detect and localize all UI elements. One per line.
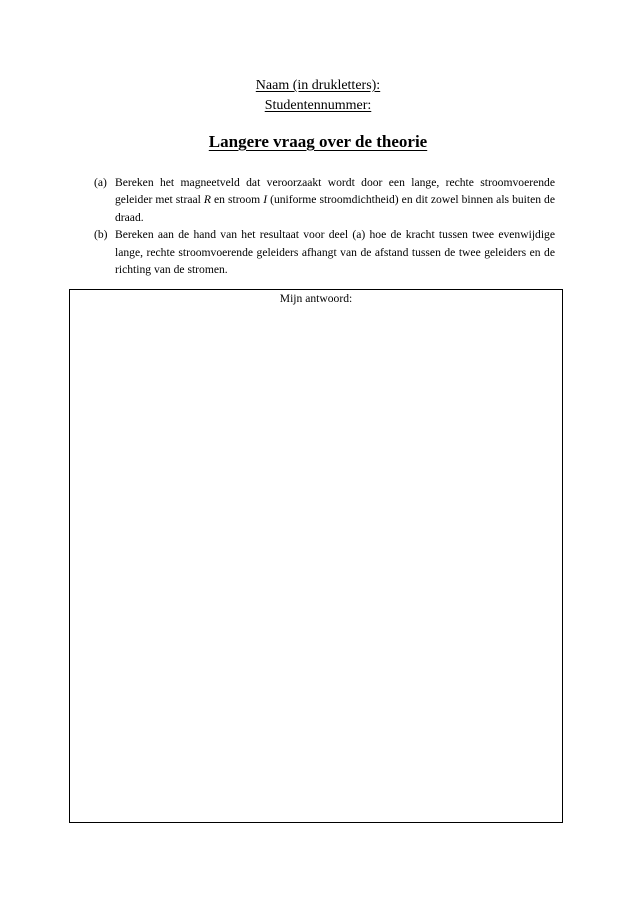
question-item-b bbox=[94, 226, 555, 278]
question-marker-a: (a) bbox=[94, 176, 107, 189]
question-text-a-part1: Bereken het magneetveld dat veroorzaakt wordt door een lange, rechte stroomvoerende geleider met straal bbox=[115, 176, 555, 207]
variable-i: I bbox=[263, 193, 268, 207]
answer-box[interactable] bbox=[69, 289, 563, 823]
header-fields bbox=[0, 76, 636, 116]
question-item-a bbox=[94, 174, 555, 226]
question-text-a-part2: en stroom bbox=[210, 193, 264, 207]
name-field[interactable]: Naam (in drukletters): bbox=[255, 78, 381, 93]
variable-r: R bbox=[203, 193, 211, 207]
question-list bbox=[94, 174, 555, 278]
answer-label: Mijn antwoord: bbox=[279, 292, 353, 305]
question-text-b: Bereken aan de hand van het resultaat voor deel (a) hoe de kracht tussen twee evenwijdige lange, rechte stroomvoerende geleiders afhangt van de afstand tussen de twee geleiders en de richting van de stromen. bbox=[115, 228, 555, 277]
question-text-a-part3: (uniforme stroomdichtheid) en dit zowel binnen als buiten de draad. bbox=[115, 193, 556, 224]
student-number-field[interactable]: Studentennummer: bbox=[264, 98, 372, 113]
question-marker-b: (b) bbox=[94, 228, 108, 242]
page-title: Langere vraag over de theorie bbox=[208, 132, 428, 151]
